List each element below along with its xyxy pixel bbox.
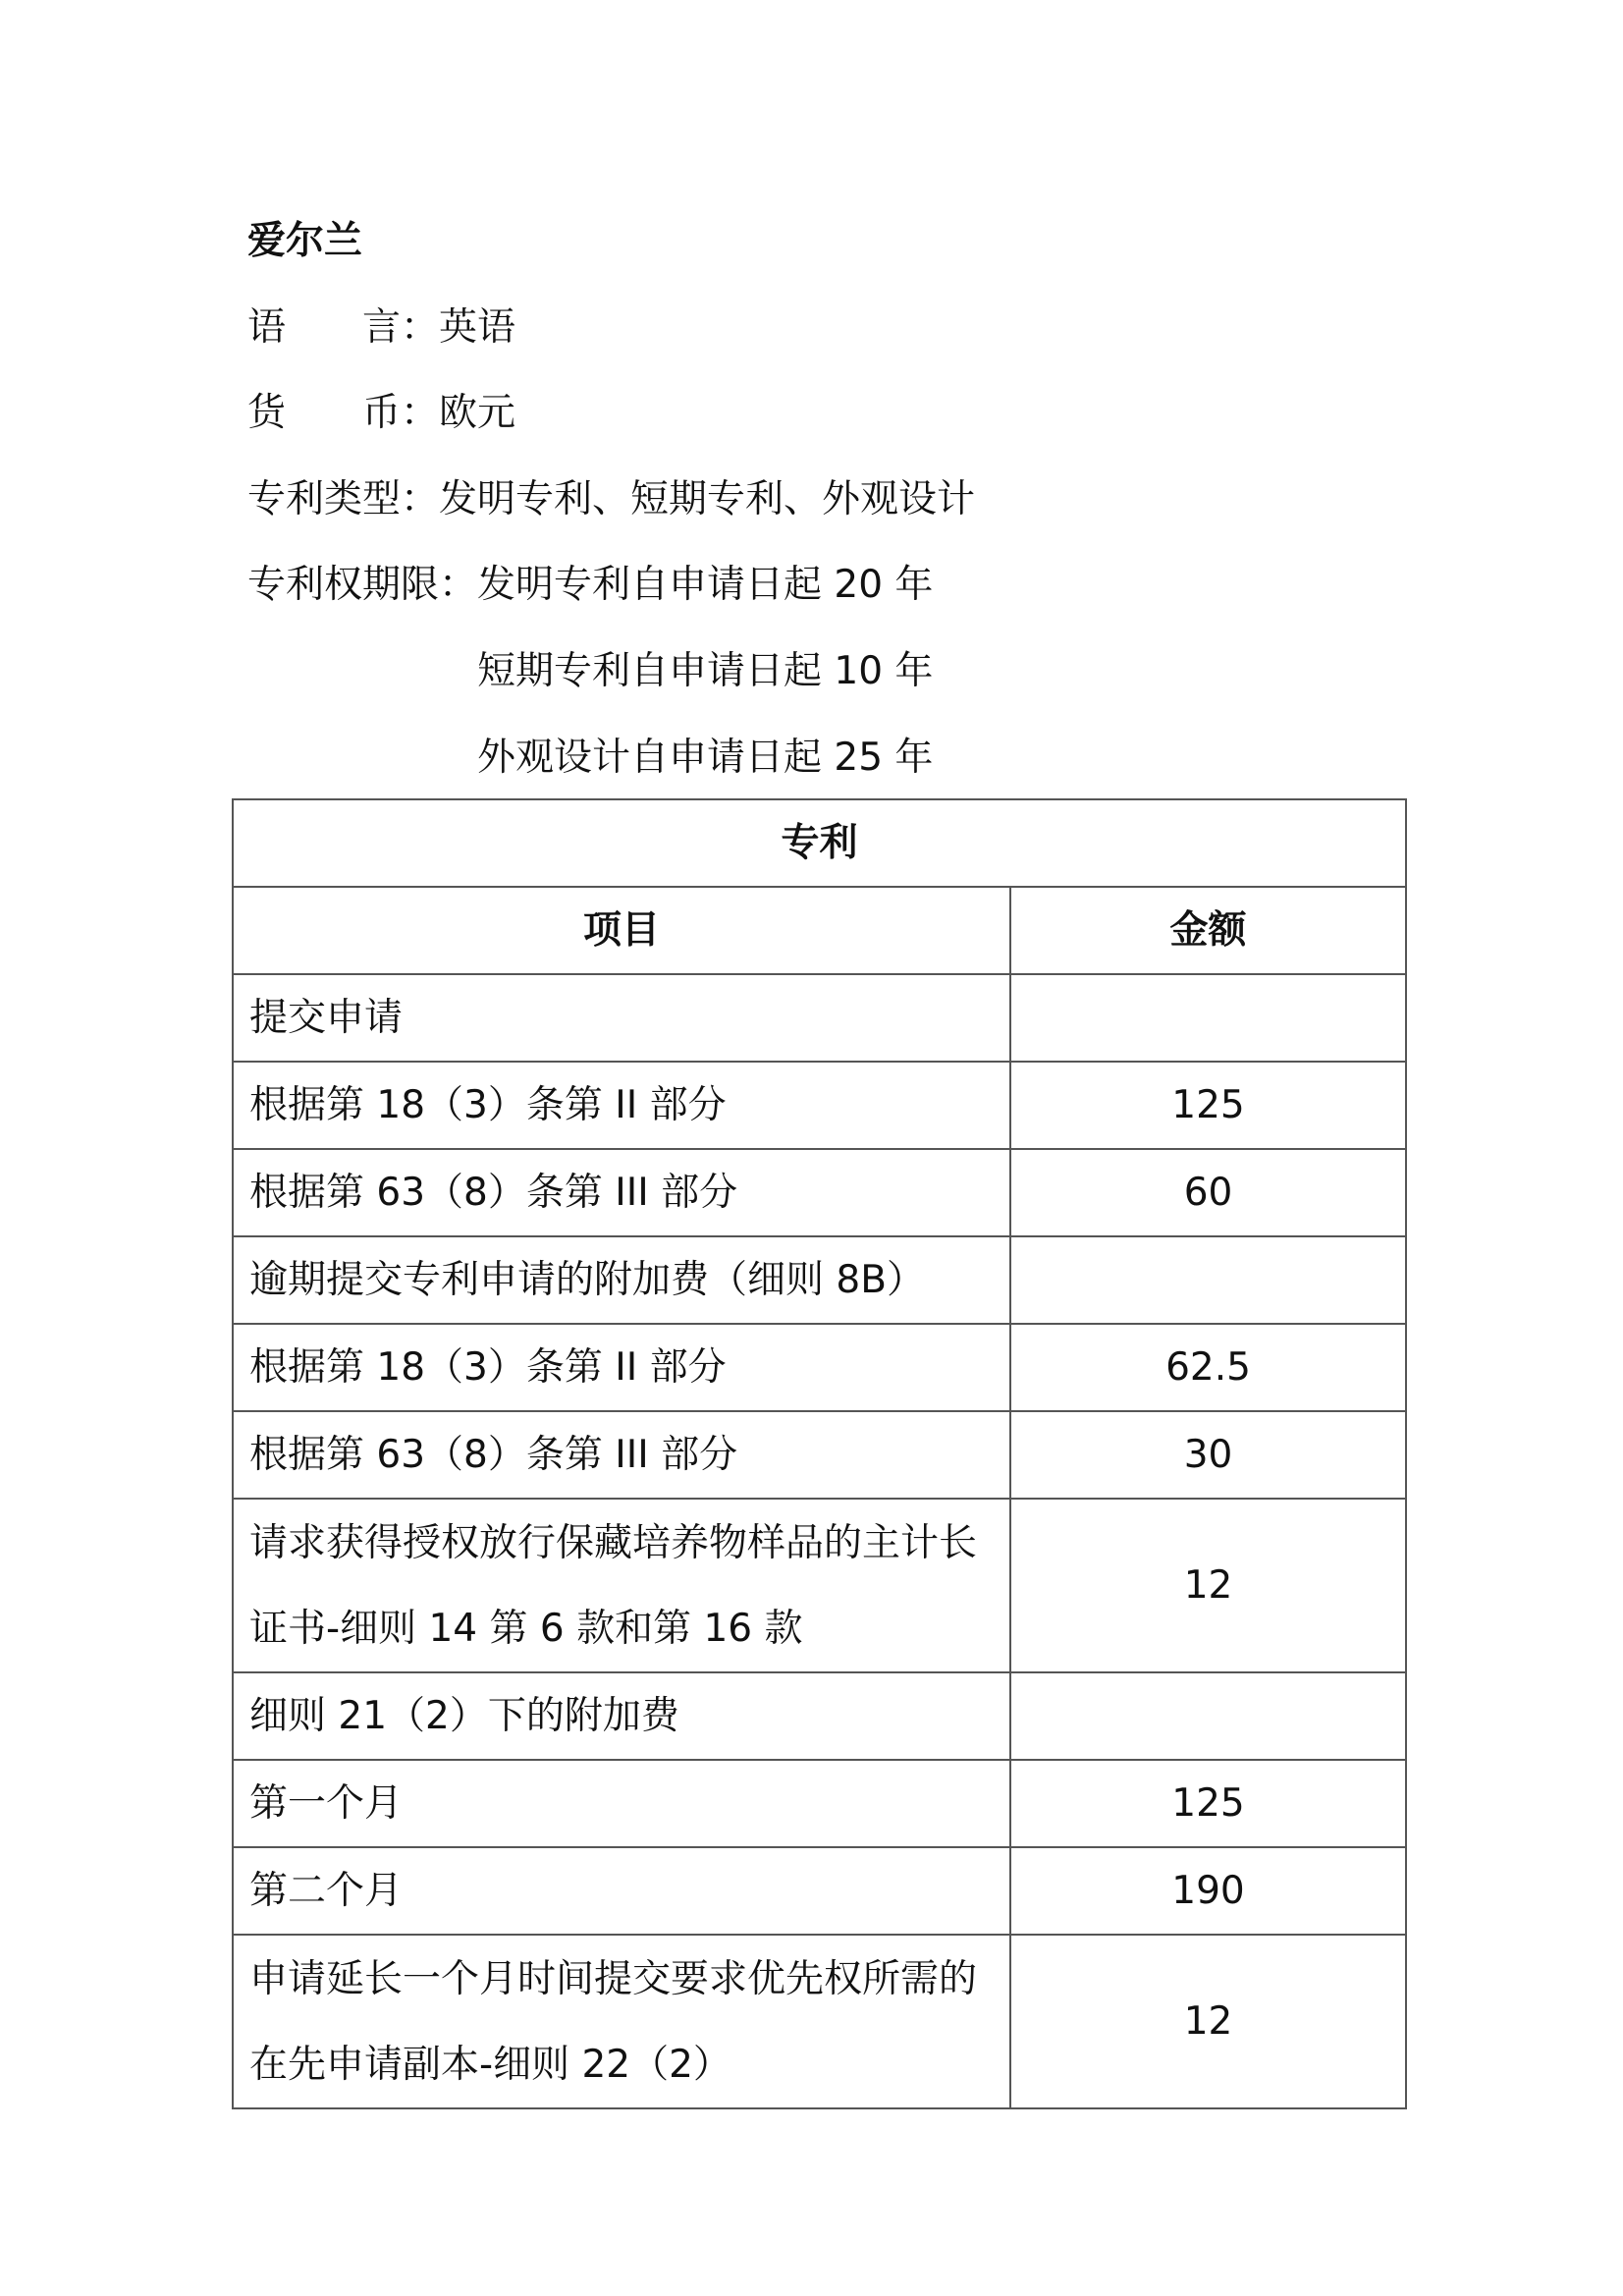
table-row: [233, 1672, 1406, 1760]
amount-cell: 125: [1010, 1760, 1406, 1847]
amount-cell: 12: [1010, 1499, 1406, 1672]
patent-term-row: [247, 542, 975, 800]
table-row: [233, 1062, 1406, 1149]
table-row: [233, 1760, 1406, 1847]
table-row: [233, 1935, 1406, 2108]
amount-cell: 190: [1010, 1847, 1406, 1935]
page-title: 爱尔兰: [247, 219, 363, 263]
table-row: [233, 1847, 1406, 1935]
separator: ：: [401, 304, 440, 350]
currency-row: [247, 370, 975, 457]
patent-types-value: 发明专利、短期专利、外观设计: [439, 476, 976, 521]
patent-types-row: [247, 457, 975, 543]
language-value: 英语: [439, 304, 516, 350]
table-caption-row: [233, 799, 1406, 887]
item-cell: 请求获得授权放行保藏培养物样品的主计长证书-细则 14 第 6 款和第 16 款: [233, 1499, 1010, 1672]
language-label: 语 言: [247, 304, 401, 350]
amount-cell: 62.5: [1010, 1324, 1406, 1411]
patent-term-lines: [477, 542, 933, 800]
table-row: [233, 1499, 1406, 1672]
separator: ：: [439, 563, 478, 608]
item-cell: 根据第 63（8）条第 III 部分: [233, 1149, 1010, 1236]
item-cell: 根据第 63（8）条第 III 部分: [233, 1411, 1010, 1499]
patent-types-label: 专利类型: [247, 476, 402, 521]
currency-value: 欧元: [439, 391, 516, 436]
item-cell: 提交申请: [233, 974, 1010, 1062]
patent-term-invention: 发明专利自申请日起 20 年: [477, 563, 934, 608]
item-cell: 根据第 18（3）条第 II 部分: [233, 1324, 1010, 1411]
separator: ：: [401, 476, 440, 521]
patent-term-label: 专利权期限: [247, 563, 440, 608]
header-amount: 金额: [1010, 887, 1406, 974]
table-row: [233, 974, 1406, 1062]
patent-term-design: 外观设计自申请日起 25 年: [477, 735, 934, 780]
table-caption: 专利: [233, 799, 1406, 887]
header-item: 项目: [233, 887, 1010, 974]
currency-label: 货 币: [247, 391, 401, 436]
separator: ：: [401, 391, 440, 436]
table-row: [233, 1411, 1406, 1499]
language-row: [247, 285, 975, 371]
patent-fee-table: [232, 798, 1407, 2109]
patent-term-short-term: 短期专利自申请日起 10 年: [477, 648, 934, 693]
amount-cell: [1010, 1236, 1406, 1324]
amount-cell: 125: [1010, 1062, 1406, 1149]
table-row: [233, 1236, 1406, 1324]
amount-cell: [1010, 1672, 1406, 1760]
table-header-row: [233, 887, 1406, 974]
item-cell: 第二个月: [233, 1847, 1010, 1935]
table-row: [233, 1324, 1406, 1411]
amount-cell: 30: [1010, 1411, 1406, 1499]
item-cell: 细则 21（2）下的附加费: [233, 1672, 1010, 1760]
table-row: [233, 1149, 1406, 1236]
item-cell: 根据第 18（3）条第 II 部分: [233, 1062, 1010, 1149]
item-cell: 申请延长一个月时间提交要求优先权所需的在先申请副本-细则 22（2）: [233, 1935, 1010, 2108]
amount-cell: 60: [1010, 1149, 1406, 1236]
item-cell: 逾期提交专利申请的附加费（细则 8B）: [233, 1236, 1010, 1324]
amount-cell: [1010, 974, 1406, 1062]
item-cell: 第一个月: [233, 1760, 1010, 1847]
country-info: [247, 198, 975, 800]
amount-cell: 12: [1010, 1935, 1406, 2108]
